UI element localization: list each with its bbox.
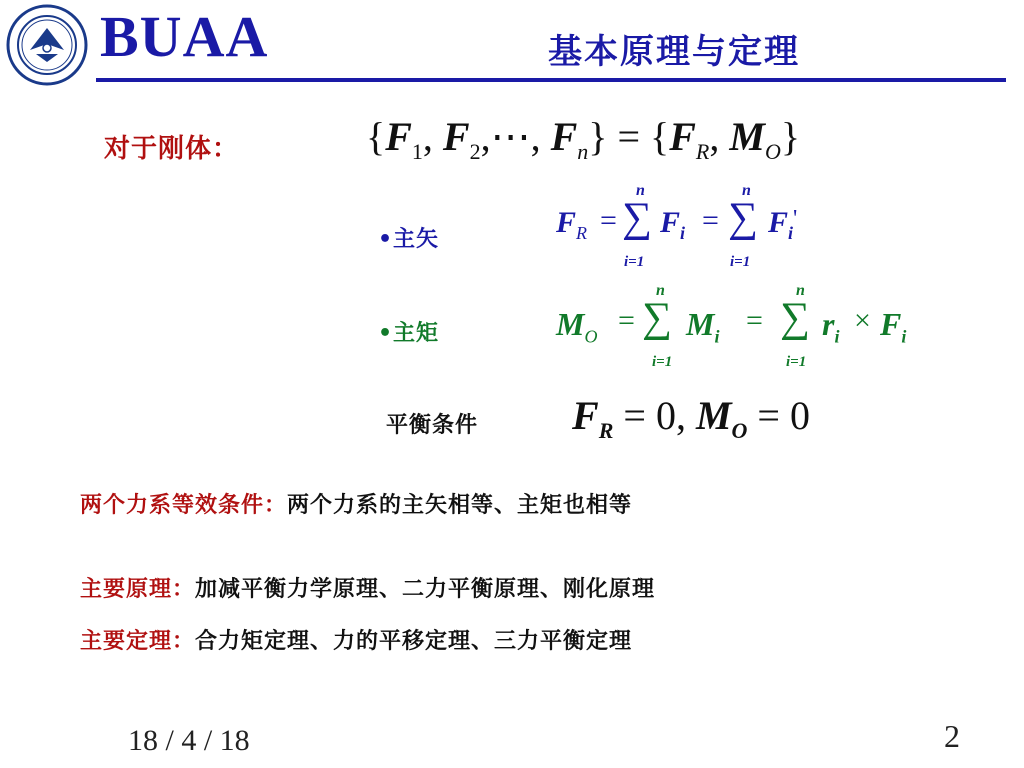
rigid-body-equation: {$F_1$, $F_2,\cdots$, $F_n\} = \{F_R$, $M_O$} [366,114,801,164]
principles-line [80,572,655,603]
university-seal-logo [6,4,88,86]
theorems-text: 合力矩定理、力的平移定理、三力平衡定理 [195,629,633,654]
main-moment-equation: $M_O$ = n ∑ i=1 $M_i$ = n ∑ i=1 $r_i$ × $F_i$ [556,282,907,370]
footer-date: 18 / 4 / 18 [128,724,250,757]
principles-text: 加减平衡力学原理、二力平衡原理、刚化原理 [195,577,656,602]
theorems-label: 主要定理： [80,629,196,654]
equilibrium-equation: $F_R = 0$, $M_O = 0$ [572,393,810,443]
page-title: 基本原理与定理 [548,32,800,72]
equivalence-line [80,488,632,519]
theorems-line [80,624,632,655]
main-vector-equation: $F_R$ = n ∑ i=1 $F_i$ = n ∑ i=1 $F_i'$ [556,182,798,270]
page-number: 2 [944,718,960,754]
rigid-body-label: 对于刚体： [104,134,240,164]
equivalence-text: 两个力系的主矢相等、主矩也相等 [287,493,633,518]
equilibrium-label: 平衡条件 [386,413,479,438]
principles-label: 主要原理： [80,577,196,602]
brand-name: BUAA [100,4,269,69]
main-vector-label: •主矢 [378,227,440,252]
main-moment-label: •主矩 [378,321,440,346]
equivalence-label: 两个力系等效条件： [80,493,288,518]
header-divider [96,78,1006,82]
